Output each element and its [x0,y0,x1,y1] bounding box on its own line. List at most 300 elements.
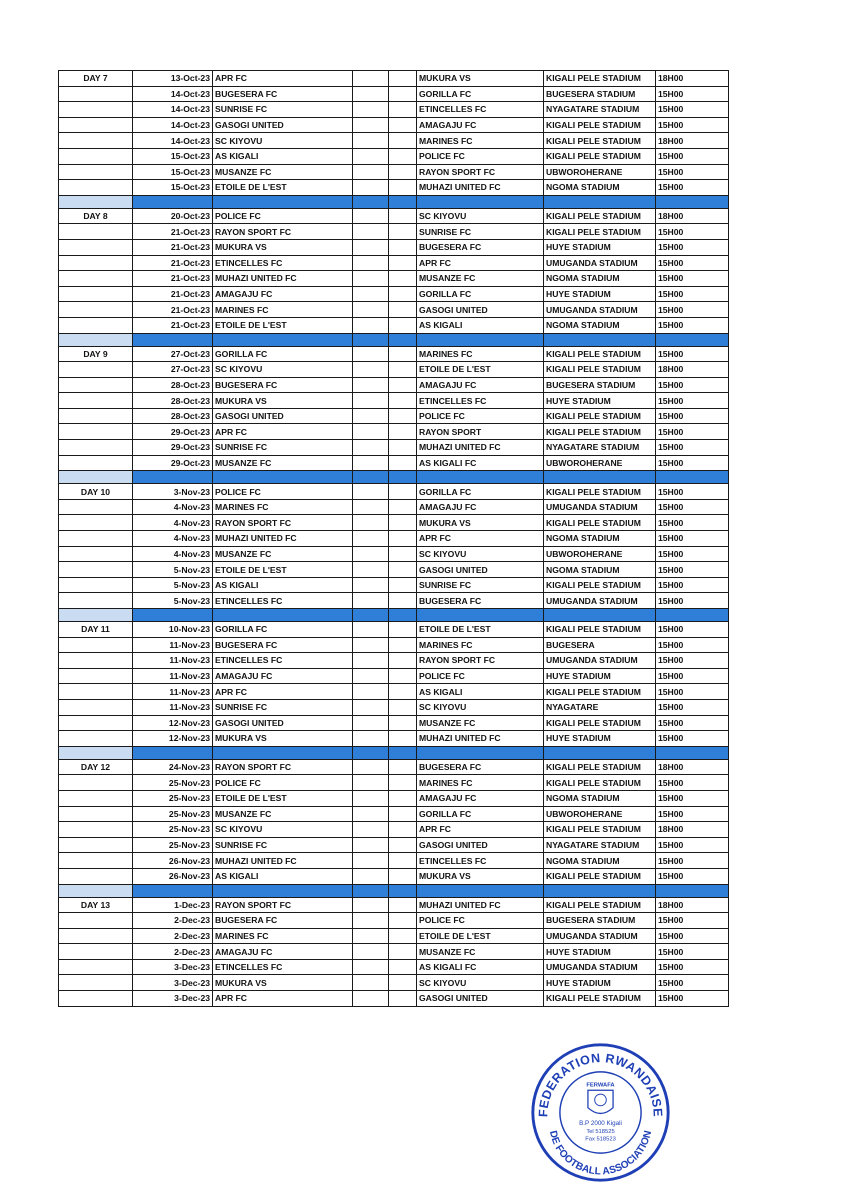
blank-cell [389,286,417,302]
home-team: BUGESERA FC [213,913,353,929]
ferwafa-seal-icon [528,1040,673,1185]
match-date: 2-Dec-23 [133,928,213,944]
match-date: 29-Oct-23 [133,424,213,440]
venue: KIGALI PELE STADIUM [544,759,656,775]
separator-cell [133,884,213,897]
fixture-row [59,393,729,409]
kickoff-time: 18H00 [656,759,729,775]
fixture-row [59,346,729,362]
blank-cell [389,133,417,149]
blank-cell [389,208,417,224]
blank-cell [353,731,389,747]
blank-cell [389,515,417,531]
separator-cell [544,884,656,897]
blank-cell [389,868,417,884]
blank-cell [389,102,417,118]
away-team: MUHAZI UNITED FC [417,440,544,456]
fixture-row [59,133,729,149]
matchday-label [59,440,133,456]
separator-cell [59,333,133,346]
away-team: MARINES FC [417,775,544,791]
blank-cell [353,408,389,424]
blank-cell [389,959,417,975]
blank-cell [353,302,389,318]
venue: HUYE STADIUM [544,393,656,409]
away-team: MUSANZE FC [417,715,544,731]
matchday-label [59,991,133,1007]
blank-cell [353,837,389,853]
match-date: 11-Nov-23 [133,699,213,715]
separator-cell [133,333,213,346]
separator-cell [59,884,133,897]
match-date: 5-Nov-23 [133,577,213,593]
fixture-row [59,271,729,287]
separator-cell [544,746,656,759]
kickoff-time: 15H00 [656,408,729,424]
kickoff-time: 18H00 [656,897,729,913]
kickoff-time: 15H00 [656,991,729,1007]
match-date: 21-Oct-23 [133,302,213,318]
matchday-label [59,317,133,333]
blank-cell [389,653,417,669]
venue: KIGALI PELE STADIUM [544,362,656,378]
separator-cell [544,333,656,346]
matchday-label [59,562,133,578]
venue: UMUGANDA STADIUM [544,959,656,975]
away-team: GORILLA FC [417,484,544,500]
blank-cell [389,302,417,318]
match-date: 26-Nov-23 [133,868,213,884]
blank-cell [389,255,417,271]
separator-cell [389,884,417,897]
home-team: MUHAZI UNITED FC [213,853,353,869]
home-team: AMAGAJU FC [213,286,353,302]
match-date: 29-Oct-23 [133,440,213,456]
kickoff-time: 15H00 [656,148,729,164]
blank-cell [353,317,389,333]
matchday-separator [59,609,729,622]
venue: UMUGANDA STADIUM [544,653,656,669]
blank-cell [389,928,417,944]
away-team: MUSANZE FC [417,944,544,960]
separator-cell [389,195,417,208]
kickoff-time: 15H00 [656,806,729,822]
match-date: 24-Nov-23 [133,759,213,775]
matchday-label [59,133,133,149]
stamp-tel: Tel 518525 [586,1128,615,1135]
venue: UMUGANDA STADIUM [544,499,656,515]
fixture-row [59,302,729,318]
home-team: GASOGI UNITED [213,117,353,133]
away-team: MUHAZI UNITED FC [417,897,544,913]
blank-cell [353,959,389,975]
matchday-label [59,975,133,991]
away-team: MUKURA VS [417,71,544,87]
kickoff-time: 15H00 [656,975,729,991]
separator-cell [213,333,353,346]
blank-cell [353,71,389,87]
match-date: 2-Dec-23 [133,944,213,960]
separator-cell [59,195,133,208]
venue: KIGALI PELE STADIUM [544,991,656,1007]
kickoff-time: 15H00 [656,699,729,715]
home-team: GASOGI UNITED [213,715,353,731]
kickoff-time: 15H00 [656,484,729,500]
blank-cell [389,484,417,500]
venue: NGOMA STADIUM [544,180,656,196]
venue: KIGALI PELE STADIUM [544,715,656,731]
match-date: 3-Dec-23 [133,959,213,975]
fixture-row [59,699,729,715]
blank-cell [389,822,417,838]
match-date: 3-Nov-23 [133,484,213,500]
matchday-label [59,393,133,409]
matchday-label [59,731,133,747]
away-team: MARINES FC [417,637,544,653]
match-date: 4-Nov-23 [133,515,213,531]
home-team: SUNRISE FC [213,102,353,118]
blank-cell [353,208,389,224]
away-team: AMAGAJU FC [417,117,544,133]
blank-cell [389,377,417,393]
home-team: MUKURA VS [213,393,353,409]
blank-cell [389,853,417,869]
venue: UBWOROHERANE [544,164,656,180]
venue: UBWOROHERANE [544,455,656,471]
venue: KIGALI PELE STADIUM [544,622,656,638]
venue: KIGALI PELE STADIUM [544,775,656,791]
kickoff-time: 15H00 [656,424,729,440]
venue: NGOMA STADIUM [544,562,656,578]
match-date: 21-Oct-23 [133,271,213,287]
blank-cell [353,928,389,944]
blank-cell [389,455,417,471]
venue: UMUGANDA STADIUM [544,255,656,271]
matchday-label: DAY 7 [59,71,133,87]
home-team: ETOILE DE L'EST [213,790,353,806]
kickoff-time: 15H00 [656,622,729,638]
matchday-label [59,637,133,653]
match-date: 12-Nov-23 [133,715,213,731]
blank-cell [353,913,389,929]
home-team: MUHAZI UNITED FC [213,531,353,547]
venue: UMUGANDA STADIUM [544,928,656,944]
fixture-row [59,317,729,333]
matchday-label [59,928,133,944]
fixture-row [59,102,729,118]
matchday-label [59,180,133,196]
venue: NYAGATARE STADIUM [544,102,656,118]
away-team: AS KIGALI FC [417,959,544,975]
away-team: MUSANZE FC [417,271,544,287]
match-date: 13-Oct-23 [133,71,213,87]
separator-cell [544,195,656,208]
fixture-row [59,593,729,609]
blank-cell [353,271,389,287]
matchday-label [59,255,133,271]
separator-cell [353,746,389,759]
match-date: 5-Nov-23 [133,562,213,578]
kickoff-time: 15H00 [656,346,729,362]
home-team: AMAGAJU FC [213,944,353,960]
venue: HUYE STADIUM [544,286,656,302]
match-date: 21-Oct-23 [133,255,213,271]
kickoff-time: 15H00 [656,913,729,929]
blank-cell [389,180,417,196]
home-team: MARINES FC [213,928,353,944]
blank-cell [389,975,417,991]
match-date: 25-Nov-23 [133,806,213,822]
venue: NGOMA STADIUM [544,853,656,869]
stamp-top-text: FEDERATION RWANDAISE [536,1051,665,1118]
venue: KIGALI PELE STADIUM [544,346,656,362]
home-team: MUKURA VS [213,239,353,255]
kickoff-time: 15H00 [656,255,729,271]
kickoff-time: 15H00 [656,377,729,393]
away-team: AMAGAJU FC [417,790,544,806]
matchday-label [59,377,133,393]
match-date: 26-Nov-23 [133,853,213,869]
matchday-label [59,684,133,700]
matchday-label [59,86,133,102]
blank-cell [353,455,389,471]
match-date: 29-Oct-23 [133,455,213,471]
separator-cell [133,609,213,622]
home-team: APR FC [213,991,353,1007]
blank-cell [353,102,389,118]
kickoff-time: 15H00 [656,515,729,531]
match-date: 15-Oct-23 [133,164,213,180]
matchday-label [59,868,133,884]
kickoff-time: 15H00 [656,224,729,240]
venue: KIGALI PELE STADIUM [544,577,656,593]
matchday-label: DAY 13 [59,897,133,913]
blank-cell [389,577,417,593]
stamp-fax: Fax 518523 [585,1136,616,1143]
away-team: POLICE FC [417,408,544,424]
venue: HUYE STADIUM [544,731,656,747]
match-date: 21-Oct-23 [133,317,213,333]
venue: HUYE STADIUM [544,975,656,991]
blank-cell [353,377,389,393]
stamp-acronym: FERWAFA [586,1082,615,1089]
blank-cell [353,531,389,547]
matchday-label [59,224,133,240]
matchday-label [59,546,133,562]
blank-cell [389,913,417,929]
separator-cell [389,471,417,484]
venue: NGOMA STADIUM [544,531,656,547]
match-date: 12-Nov-23 [133,731,213,747]
matchday-label [59,653,133,669]
venue: UMUGANDA STADIUM [544,302,656,318]
matchday-label [59,853,133,869]
blank-cell [389,806,417,822]
home-team: APR FC [213,684,353,700]
home-team: APR FC [213,71,353,87]
blank-cell [353,515,389,531]
away-team: SC KIYOVU [417,699,544,715]
matchday-label [59,271,133,287]
separator-cell [213,609,353,622]
match-date: 28-Oct-23 [133,393,213,409]
fixture-row [59,731,729,747]
match-date: 11-Nov-23 [133,637,213,653]
matchday-label [59,913,133,929]
kickoff-time: 15H00 [656,302,729,318]
venue: BUGESERA [544,637,656,653]
home-team: ETINCELLES FC [213,653,353,669]
official-stamp [528,1040,673,1185]
match-date: 10-Nov-23 [133,622,213,638]
blank-cell [353,164,389,180]
matchday-label [59,531,133,547]
kickoff-time: 15H00 [656,593,729,609]
blank-cell [389,117,417,133]
away-team: APR FC [417,531,544,547]
match-date: 21-Oct-23 [133,286,213,302]
away-team: BUGESERA FC [417,239,544,255]
fixture-row [59,408,729,424]
home-team: GASOGI UNITED [213,408,353,424]
match-date: 21-Oct-23 [133,239,213,255]
kickoff-time: 15H00 [656,944,729,960]
match-date: 2-Dec-23 [133,913,213,929]
venue: UMUGANDA STADIUM [544,593,656,609]
away-team: GASOGI UNITED [417,837,544,853]
home-team: MUSANZE FC [213,455,353,471]
blank-cell [353,499,389,515]
away-team: AS KIGALI [417,684,544,700]
matchday-label [59,775,133,791]
blank-cell [389,759,417,775]
away-team: AMAGAJU FC [417,499,544,515]
fixture-row [59,991,729,1007]
separator-cell [353,333,389,346]
blank-cell [353,440,389,456]
blank-cell [353,362,389,378]
separator-cell [417,884,544,897]
match-date: 14-Oct-23 [133,117,213,133]
blank-cell [353,897,389,913]
matchday-label [59,668,133,684]
away-team: POLICE FC [417,913,544,929]
home-team: MUSANZE FC [213,806,353,822]
separator-cell [353,884,389,897]
blank-cell [389,424,417,440]
blank-cell [353,117,389,133]
away-team: MUKURA VS [417,515,544,531]
match-date: 28-Oct-23 [133,377,213,393]
blank-cell [353,148,389,164]
match-date: 28-Oct-23 [133,408,213,424]
matchday-label [59,715,133,731]
separator-cell [389,333,417,346]
kickoff-time: 15H00 [656,837,729,853]
blank-cell [389,991,417,1007]
match-date: 21-Oct-23 [133,224,213,240]
home-team: ETOILE DE L'EST [213,180,353,196]
away-team: MUKURA VS [417,868,544,884]
fixture-row [59,684,729,700]
fixture-row [59,515,729,531]
venue: KIGALI PELE STADIUM [544,71,656,87]
venue: NGOMA STADIUM [544,317,656,333]
venue: KIGALI PELE STADIUM [544,515,656,531]
fixture-row [59,959,729,975]
separator-cell [544,609,656,622]
matchday-label [59,362,133,378]
away-team: MARINES FC [417,346,544,362]
blank-cell [389,362,417,378]
kickoff-time: 15H00 [656,731,729,747]
fixture-row [59,653,729,669]
matchday-label [59,408,133,424]
blank-cell [353,224,389,240]
away-team: AS KIGALI FC [417,455,544,471]
venue: KIGALI PELE STADIUM [544,117,656,133]
kickoff-time: 15H00 [656,271,729,287]
away-team: ETINCELLES FC [417,393,544,409]
stamp-bottom-text: DE FOOTBALL ASSOCIATION [546,1129,655,1178]
match-date: 14-Oct-23 [133,102,213,118]
home-team: MARINES FC [213,499,353,515]
away-team: SC KIYOVU [417,208,544,224]
fixture-row [59,208,729,224]
fixture-row [59,180,729,196]
kickoff-time: 15H00 [656,393,729,409]
home-team: AS KIGALI [213,148,353,164]
away-team: ETOILE DE L'EST [417,928,544,944]
kickoff-time: 15H00 [656,440,729,456]
blank-cell [353,86,389,102]
blank-cell [353,699,389,715]
separator-cell [417,195,544,208]
match-date: 20-Oct-23 [133,208,213,224]
fixture-row [59,255,729,271]
match-date: 25-Nov-23 [133,837,213,853]
away-team: BUGESERA FC [417,759,544,775]
home-team: MUHAZI UNITED FC [213,271,353,287]
matchday-label [59,822,133,838]
home-team: RAYON SPORT FC [213,224,353,240]
away-team: ETOILE DE L'EST [417,362,544,378]
away-team: MUHAZI UNITED FC [417,180,544,196]
away-team: GASOGI UNITED [417,302,544,318]
match-date: 4-Nov-23 [133,546,213,562]
blank-cell [353,393,389,409]
separator-cell [59,609,133,622]
matchday-label [59,806,133,822]
venue: KIGALI PELE STADIUM [544,224,656,240]
matchday-separator [59,333,729,346]
fixture-row [59,715,729,731]
blank-cell [389,86,417,102]
home-team: AS KIGALI [213,868,353,884]
fixture-row [59,928,729,944]
venue: KIGALI PELE STADIUM [544,684,656,700]
venue: UBWOROHERANE [544,546,656,562]
match-date: 4-Nov-23 [133,499,213,515]
kickoff-time: 18H00 [656,362,729,378]
separator-cell [656,195,729,208]
fixture-row [59,86,729,102]
match-date: 27-Oct-23 [133,362,213,378]
blank-cell [389,897,417,913]
kickoff-time: 15H00 [656,531,729,547]
fixture-row [59,224,729,240]
kickoff-time: 15H00 [656,117,729,133]
